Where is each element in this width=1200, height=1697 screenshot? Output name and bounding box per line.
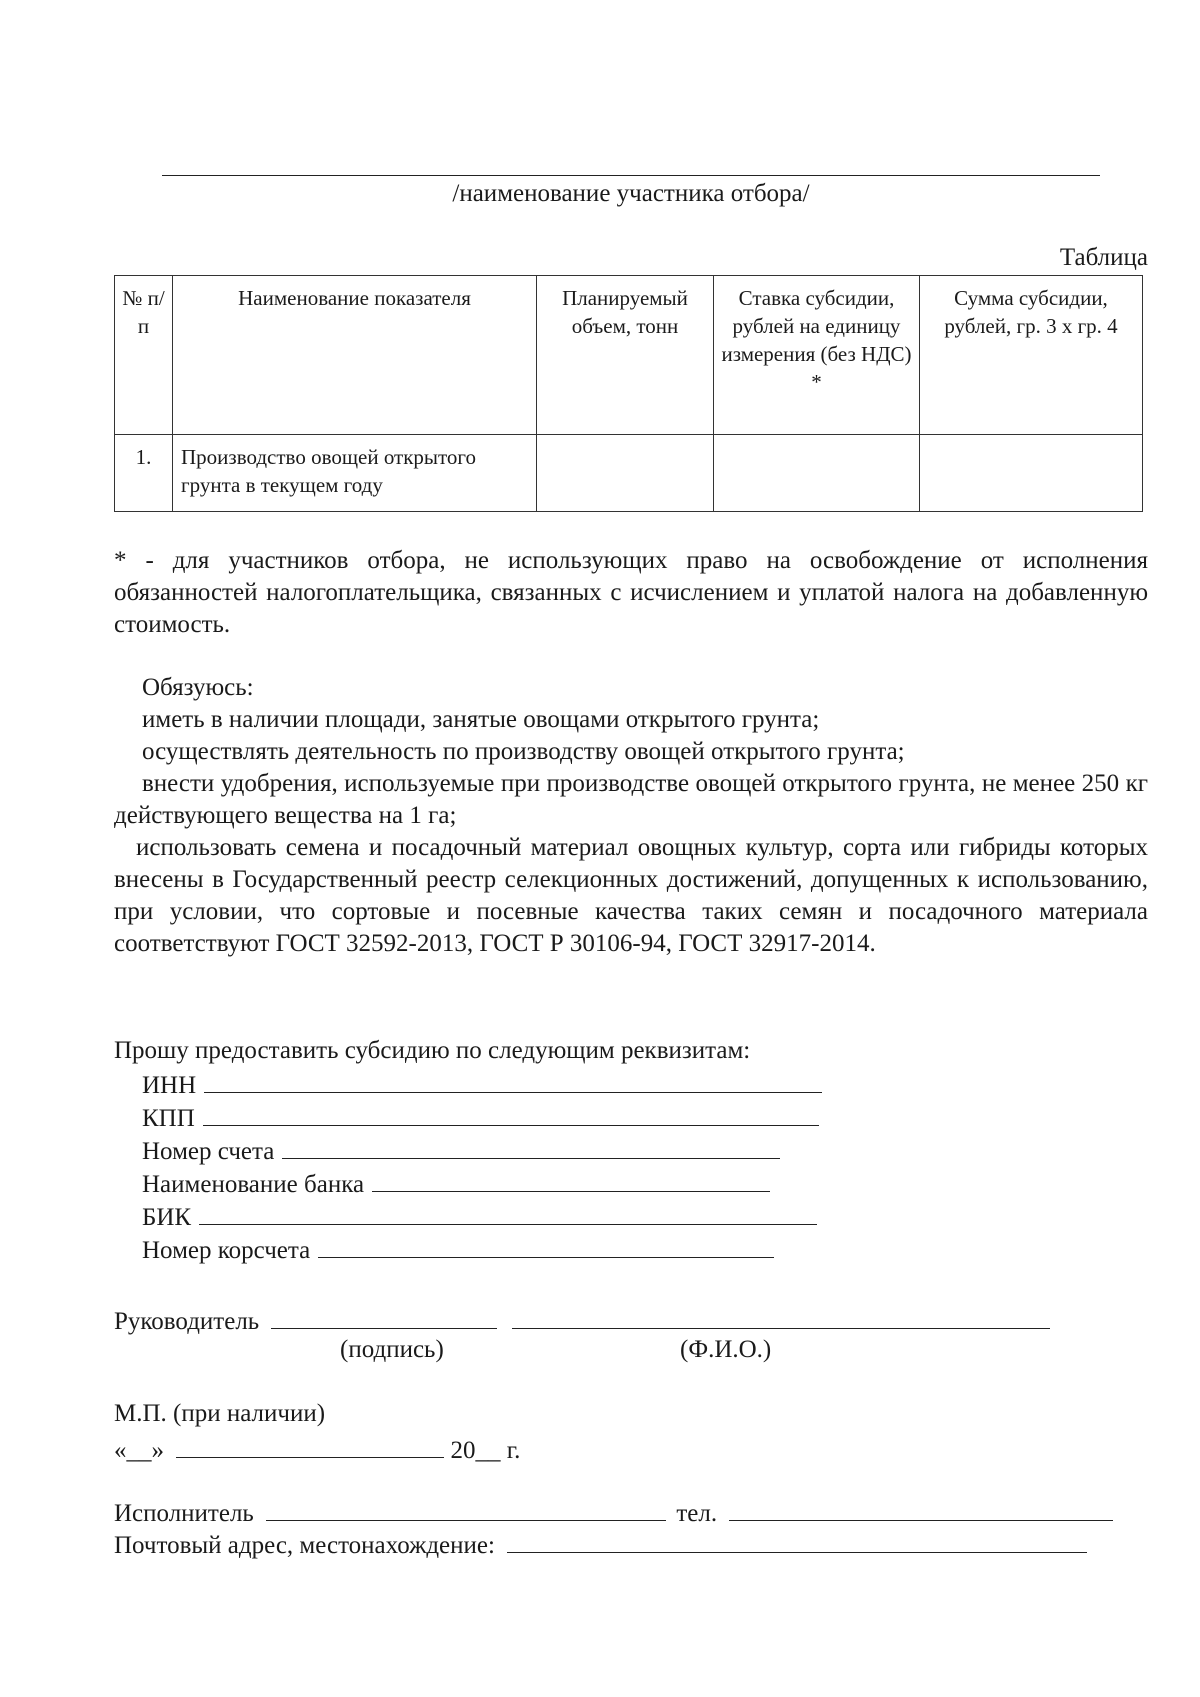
requisite-label: Номер корсчета	[142, 1237, 311, 1264]
requisite-label: ИНН	[142, 1072, 197, 1099]
executor-row	[114, 1496, 1113, 1528]
stamp-note: М.П. (при наличии)	[114, 1400, 326, 1427]
requisite-bank	[114, 1167, 1148, 1200]
head-name-field[interactable]	[512, 1304, 1050, 1329]
phone-label: тел.	[676, 1500, 718, 1527]
header-cell-number: № п/п	[115, 276, 173, 435]
requisite-label: КПП	[142, 1105, 195, 1132]
requisite-label: Номер счета	[142, 1138, 275, 1165]
requisite-label: Наименование банка	[142, 1171, 365, 1198]
row-cell-amount-input[interactable]	[920, 435, 1143, 512]
executor-label: Исполнитель	[114, 1500, 254, 1527]
executor-field[interactable]	[266, 1496, 666, 1521]
name-caption: (Ф.И.О.)	[680, 1336, 772, 1363]
header-cell-volume: Планируемый объем, тонн	[537, 276, 714, 435]
header-cell-indicator: Наименование показателя	[173, 276, 537, 435]
obligations-section	[114, 672, 1148, 960]
requisites-section	[114, 1035, 1148, 1266]
date-year[interactable]: 20__ г.	[450, 1437, 521, 1464]
signature-caption: (подпись)	[340, 1336, 444, 1363]
row-cell-volume-input[interactable]	[537, 435, 714, 512]
obligations-title: Обязуюсь:	[142, 674, 254, 701]
kpp-field[interactable]	[203, 1101, 819, 1126]
requisite-account	[114, 1134, 1148, 1167]
requisite-bik	[114, 1200, 1148, 1233]
requisites-intro: Прошу предоставить субсидию по следующим реквизитам:	[114, 1037, 751, 1064]
phone-field[interactable]	[729, 1496, 1113, 1521]
table-label: Таблица	[1059, 244, 1148, 271]
address-label: Почтовый адрес, местонахождение:	[114, 1532, 495, 1559]
requisite-label: БИК	[142, 1204, 192, 1231]
account-number-field[interactable]	[282, 1134, 780, 1159]
requisite-inn	[114, 1068, 1148, 1101]
requisite-corr-account	[114, 1233, 1148, 1266]
corr-account-field[interactable]	[318, 1233, 774, 1258]
bik-field[interactable]	[199, 1200, 817, 1225]
table-row	[115, 435, 1143, 512]
requisite-kpp	[114, 1101, 1148, 1134]
obligation-item: осуществлять деятельность по производству овощей открытого грунта;	[142, 738, 905, 765]
address-field[interactable]	[507, 1528, 1087, 1553]
obligation-item: иметь в наличии площади, занятые овощами открытого грунта;	[142, 706, 820, 733]
address-row	[114, 1528, 1087, 1560]
signature-field[interactable]	[271, 1304, 497, 1329]
header-cell-amount: Сумма субсидии, рублей, гр. 3 х гр. 4	[920, 276, 1143, 435]
vat-footnote: * - для участников отбора, не использующих право на освобождение от исполнения обязанностей налогоплательщика, связанных с исчислением и уплатой налога на добавленную стоимость.	[114, 547, 1148, 638]
table-header-row	[115, 276, 1143, 435]
head-label: Руководитель	[114, 1308, 260, 1335]
bank-name-field[interactable]	[372, 1167, 770, 1192]
participant-caption: /наименование участника отбора/	[452, 180, 810, 207]
subsidy-table	[114, 275, 1143, 512]
header-cell-rate: Ставка субсидии, рублей на единицу измерения (без НДС) *	[714, 276, 920, 435]
obligation-item: использовать семена и посадочный материал овощных культур, сорта или гибриды которых внесены в Государственный реестр селекционных достижений, допущенных к использованию, при условии, что сортовые и посевные качества таких семян и посадочного материала соответствуют ГОСТ 32592-2013, ГОСТ Р 30106-94, ГОСТ 32917-2014.	[114, 834, 1148, 957]
head-signature-row	[114, 1304, 1050, 1336]
date-day[interactable]: «__»	[114, 1437, 164, 1464]
row-cell-rate-input[interactable]	[714, 435, 920, 512]
inn-field[interactable]	[204, 1068, 822, 1093]
date-month-field[interactable]	[176, 1433, 444, 1458]
row-cell-number: 1.	[115, 435, 173, 512]
row-cell-indicator: Производство овощей открытого грунта в текущем году	[173, 435, 537, 512]
obligation-item: внести удобрения, используемые при производстве овощей открытого грунта, не менее 250 кг действующего вещества на 1 га;	[114, 770, 1148, 829]
participant-name-line[interactable]	[162, 175, 1100, 176]
date-row	[114, 1433, 520, 1465]
